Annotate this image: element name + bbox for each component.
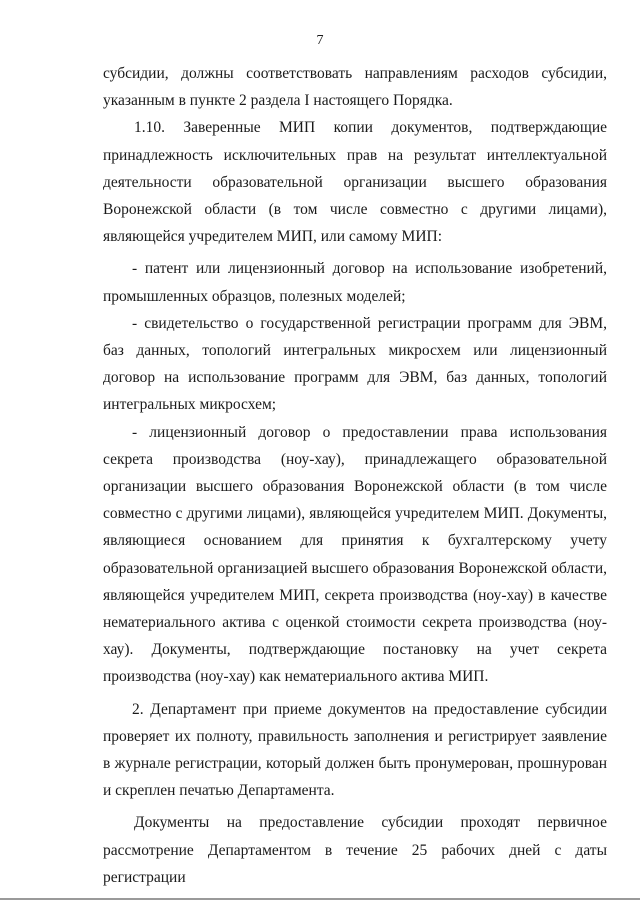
page-number: 7 (316, 33, 324, 48)
paragraph-2-department: 2. Департамент при приеме документов на предоставление субсидии проверяет их полноту, правильность заполнения и регистрирует заявление в журнале регистрации, который должен быть пронумерован, прошнурован и скреплен печатью Департамента. (103, 700, 607, 800)
document-body (103, 60, 607, 891)
list-item-patent: - патент или лицензионный договор на использование изобретений, промышленных образцов, полезных моделей; (103, 260, 607, 305)
paragraph-initial-review: Документы на предоставление субсидии проходят первичное рассмотрение Департаментом в течение 25 рабочих дней с даты регистрации (103, 814, 607, 886)
list-item-license-know-how: - лицензионный договор о предоставлении права использования секрета производства (ноу-хау), принадлежащего образовательной организации высшего образования Воронежской области (в том числе совместно с другими лицами), являющейся учредителем МИП. Документы, являющиеся основанием для принятия к бухгалтерскому учету образовательной организацией высшего образования Воронежской области, являющейся учредителем МИП, секрета производства (ноу-хау) в качестве нематериального актива с оценкой стоимости секрета производства (ноу-хау). Документы, подтверждающие постановку на учет секрета производства (ноу-хау) как нематериального актива МИП. (103, 423, 607, 686)
list-item-certificate: - свидетельство о государственной регистрации программ для ЭВМ, баз данных, топологий интегральных микросхем или лицензионный договор на использование программ для ЭВМ, баз данных, топологий интегральных микросхем; (103, 314, 607, 414)
paragraph-1-10: 1.10. Заверенные МИП копии документов, подтверждающие принадлежность исключительных прав на результат интеллектуальной деятельности образовательной организации высшего образования Воронежской области (в том числе совместно с другими лицами), являющейся учредителем МИП, или самому МИП: (103, 119, 607, 246)
page-bottom-edge (0, 898, 640, 900)
paragraph-subsidy-directions: субсидии, должны соответствовать направлениям расходов субсидии, указанным в пункте 2 раздела I настоящего Порядка. (103, 65, 607, 110)
